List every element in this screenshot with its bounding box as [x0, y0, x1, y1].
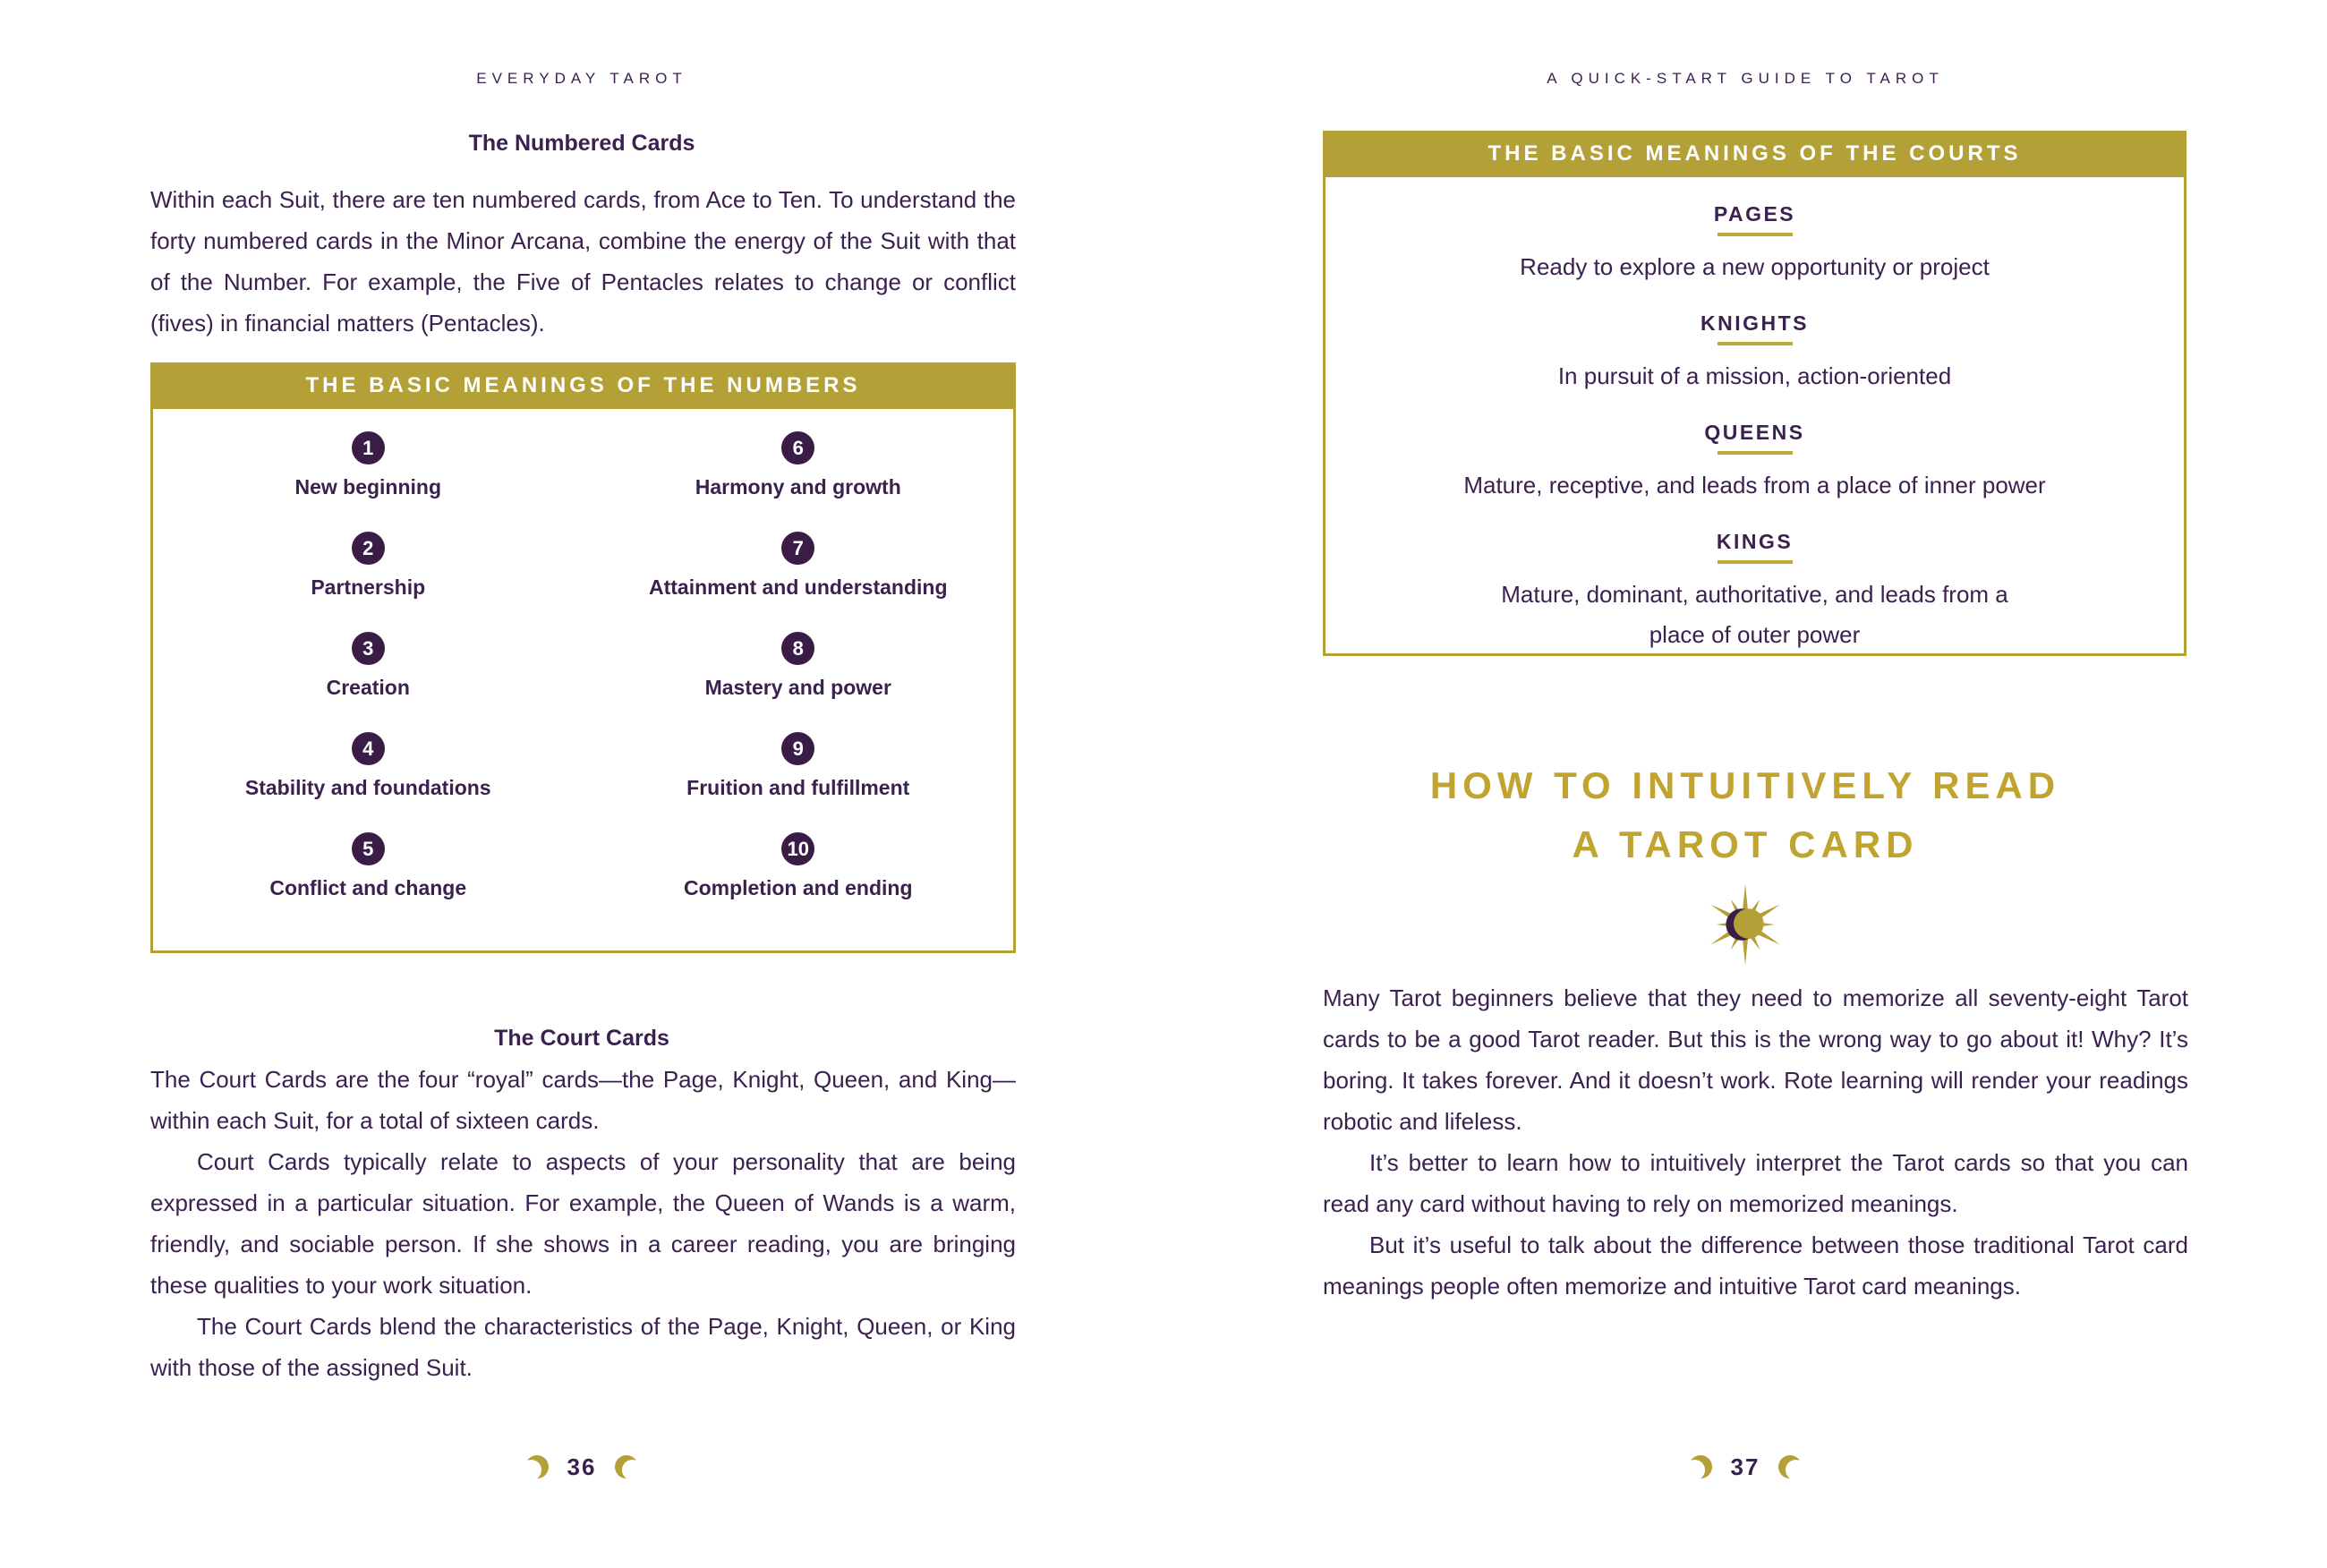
running-head-right: A QUICK-START GUIDE TO TAROT [1547, 70, 1944, 87]
number-item [584, 632, 1014, 732]
page-footer-left [0, 1452, 1164, 1482]
court-cards-heading: The Court Cards [494, 1026, 669, 1051]
numbers-table-body [150, 409, 1016, 953]
number-badge: 4 [352, 732, 385, 765]
number-item [153, 431, 584, 532]
number-meaning: Attainment and understanding [649, 575, 948, 599]
number-meaning: New beginning [294, 475, 442, 499]
number-meaning: Partnership [311, 575, 426, 599]
number-badge: 5 [352, 832, 385, 865]
number-meaning: Fruition and fulfillment [686, 776, 910, 799]
intuitive-paragraph: But it’s useful to talk about the difference between those traditional Tarot card meanings people often memorize and intuitive Tarot card meanings. [1323, 1231, 2188, 1300]
court-rank-meaning: Mature, dominant, authoritative, and leads from a place of outer power [1501, 581, 2008, 648]
number-badge: 3 [352, 632, 385, 665]
number-meaning: Creation [326, 676, 410, 699]
number-item [584, 832, 1014, 933]
sun-moon-icon-wrap [1164, 882, 2327, 967]
court-rank-label: PAGES [1713, 202, 1796, 226]
number-meaning: Stability and foundations [244, 776, 491, 799]
court-entry [1325, 530, 2184, 655]
court-rank-label: KINGS [1716, 530, 1794, 553]
intuitive-read-heading-line2: A TAROT CARD [1572, 823, 1919, 865]
court-cards-paragraph: The Court Cards blend the characteristics of the Page, Knight, Queen, or King with those of the assigned Suit. [150, 1313, 1016, 1381]
page-number: 36 [567, 1453, 597, 1480]
court-cards-paragraph: The Court Cards are the four “royal” cards—the Page, Knight, Queen, and King—within each Suit, for a total of sixteen cards. [150, 1066, 1016, 1134]
court-rank-meaning: In pursuit of a mission, action-oriented [1557, 362, 1952, 389]
running-head-left: EVERYDAY TAROT [476, 70, 687, 87]
courts-meaning-table [1323, 131, 2186, 656]
sun-moon-icon [1702, 882, 1788, 967]
number-badge: 10 [781, 832, 814, 865]
court-entry [1325, 421, 2184, 506]
number-meaning: Conflict and change [269, 876, 467, 899]
intuitive-paragraph: Many Tarot beginners believe that they need to memorize all seventy-eight Tarot cards to be a good Tarot reader. But this is the wrong way to go about it! Why? It’s boring. It takes forever. And it doesn’t work. Rote learning will render your readings robotic and lifeless. [1323, 984, 2188, 1135]
gold-underline [1718, 560, 1793, 564]
court-rank-meaning: Mature, receptive, and leads from a place of inner power [1463, 472, 2046, 499]
number-item [584, 532, 1014, 632]
number-item [584, 431, 1014, 532]
crescent-moon-right-icon [1777, 1452, 1803, 1482]
intuitive-read-heading [1164, 756, 2327, 874]
court-cards-text [150, 1059, 1016, 1388]
courts-table-title: THE BASIC MEANINGS OF THE COURTS [1323, 131, 2186, 177]
number-item [153, 632, 584, 732]
intuitive-paragraph: It’s better to learn how to intuitively interpret the Tarot cards so that you can read any card without having to rely on memorized meanings. [1323, 1149, 2188, 1217]
court-cards-paragraph: Court Cards typically relate to aspects of your personality that are being expressed in a particular situation. For example, the Queen of Wands is a warm, friendly, and sociable person. If she shows in a career reading, you are bringing these qualities to your work situation. [150, 1148, 1016, 1299]
number-item [153, 532, 584, 632]
court-entry [1325, 202, 2184, 287]
court-rank-label: QUEENS [1704, 421, 1805, 444]
numbers-meaning-table [150, 362, 1016, 953]
number-meaning: Mastery and power [704, 676, 891, 699]
crescent-moon-left-icon [524, 1452, 550, 1482]
courts-table-body [1323, 177, 2186, 656]
numbers-table-title: THE BASIC MEANINGS OF THE NUMBERS [150, 362, 1016, 409]
court-rank-label: KNIGHTS [1700, 311, 1809, 335]
number-badge: 7 [781, 532, 814, 565]
number-item [584, 732, 1014, 832]
number-item [153, 732, 584, 832]
numbered-cards-intro [150, 179, 1016, 344]
gold-underline [1718, 342, 1793, 345]
court-entry [1325, 311, 2184, 396]
number-badge: 6 [781, 431, 814, 464]
number-item [153, 832, 584, 933]
numbered-cards-heading: The Numbered Cards [468, 131, 695, 156]
crescent-moon-right-icon [614, 1452, 639, 1482]
court-rank-meaning: Ready to explore a new opportunity or project [1520, 253, 1990, 280]
number-badge: 1 [352, 431, 385, 464]
number-badge: 9 [781, 732, 814, 765]
right-page [1164, 0, 2327, 1568]
page-footer-right [1164, 1452, 2327, 1482]
intuitive-read-heading-line1: HOW TO INTUITIVELY READ [1429, 764, 2061, 806]
gold-underline [1718, 451, 1793, 455]
page-number: 37 [1730, 1453, 1760, 1480]
number-meaning: Completion and ending [683, 876, 913, 899]
number-badge: 8 [781, 632, 814, 665]
number-badge: 2 [352, 532, 385, 565]
numbered-cards-intro-paragraph: Within each Suit, there are ten numbered cards, from Ace to Ten. To understand the forty numbered cards in the Minor Arcana, combine the energy of the Suit with that of the Number. For example, the Five of Pentacles relates to change or conflict (fives) in financial matters (Pentacles). [150, 186, 1016, 337]
intuitive-read-text [1323, 977, 2188, 1307]
crescent-moon-left-icon [1688, 1452, 1713, 1482]
gold-underline [1718, 233, 1793, 236]
number-meaning: Harmony and growth [695, 475, 901, 499]
